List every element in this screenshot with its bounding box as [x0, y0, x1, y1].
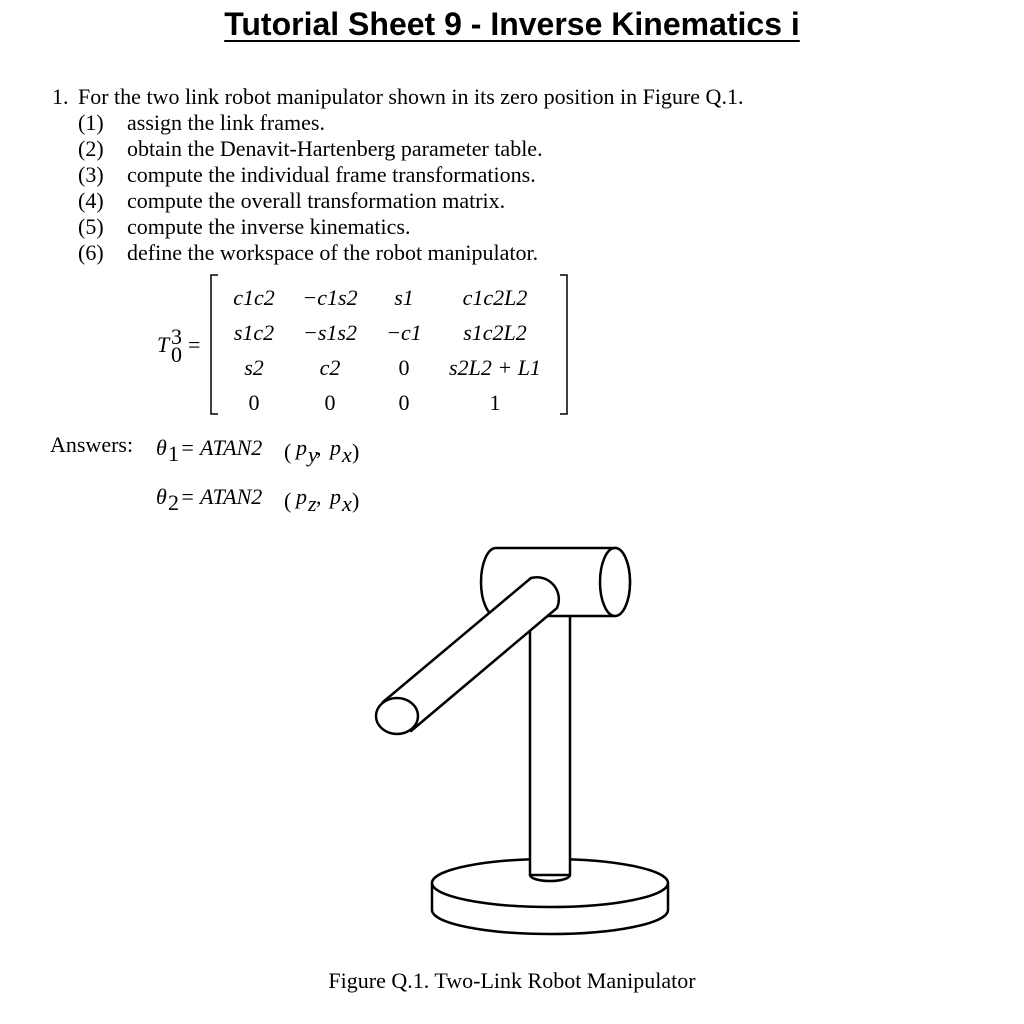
task-mark: (4)	[78, 188, 104, 213]
title-text: Tutorial Sheet 9 - Inverse Kinematics i	[224, 6, 800, 42]
theta1-open-paren: (	[284, 439, 292, 464]
task-mark: (1)	[78, 110, 104, 135]
task-text: define the workspace of the robot manipulator.	[127, 240, 539, 265]
matrix-cell: c2	[319, 355, 341, 380]
matrix-subscript: 0	[171, 342, 182, 367]
task-text: compute the inverse kinematics.	[127, 214, 411, 239]
task-text: compute the overall transformation matrix.	[127, 188, 506, 213]
theta2-close-paren: )	[352, 488, 360, 513]
theta1-sep: ,	[316, 435, 322, 460]
figure-caption: Figure Q.1. Two-Link Robot Manipulator	[328, 968, 696, 993]
matrix-equals: =	[188, 332, 201, 357]
task-text: obtain the Denavit-Hartenberg parameter table.	[127, 136, 543, 161]
matrix-symbol: T	[157, 332, 170, 357]
theta2-subscript: 2	[168, 490, 179, 515]
matrix-cell: 0	[398, 390, 410, 415]
theta2-open-paren: (	[284, 488, 292, 513]
theta1-arg1: p	[296, 435, 307, 460]
task-mark: (5)	[78, 214, 104, 239]
matrix-superscript: 3	[171, 324, 182, 349]
matrix-cell: c1c2L2	[462, 285, 528, 310]
theta2-arg2-sub: x	[342, 491, 352, 516]
matrix-cell: 1	[489, 390, 501, 415]
question-number: 1.	[52, 84, 69, 109]
matrix-cell: s1c2	[233, 320, 275, 345]
theta1-arg2: p	[330, 435, 341, 460]
shoulder-cylinder-end	[600, 548, 630, 616]
task-mark: (6)	[78, 240, 104, 265]
task-mark: (3)	[78, 162, 104, 187]
matrix-cell: 0	[398, 355, 410, 380]
matrix-cell: −c1s2	[302, 285, 358, 310]
matrix-cell: s2L2 + L1	[449, 355, 541, 380]
theta1-subscript: 1	[168, 441, 179, 466]
matrix-cell: s1c2L2	[463, 320, 527, 345]
matrix-cell: −s1s2	[303, 320, 357, 345]
theta2-rhs: = ATAN2	[180, 484, 263, 509]
answers-label: Answers:	[50, 432, 134, 457]
matrix-cell: 0	[248, 390, 260, 415]
theta2-sep: ,	[316, 484, 322, 509]
theta2-arg1-sub: z	[308, 491, 317, 516]
theta1-arg1-sub: y	[308, 442, 318, 467]
theta1-close-paren: )	[352, 439, 360, 464]
task-text: compute the individual frame transformations.	[127, 162, 536, 187]
theta1-symbol: θ	[156, 435, 167, 460]
theta2-arg1: p	[296, 484, 307, 509]
arm-link-end	[376, 698, 418, 734]
matrix-cell: s1	[394, 285, 414, 310]
matrix-cell: −c1	[386, 320, 422, 345]
theta1-arg2-sub: x	[342, 442, 352, 467]
task-mark: (2)	[78, 136, 104, 161]
question-text: For the two link robot manipulator shown in its zero position in Figure Q.1.	[78, 84, 744, 109]
matrix-cell: c1c2	[233, 285, 275, 310]
theta2-arg2: p	[330, 484, 341, 509]
task-text: assign the link frames.	[127, 110, 325, 135]
vertical-column	[530, 600, 570, 875]
theta2-symbol: θ	[156, 484, 167, 509]
matrix-cell: 0	[324, 390, 336, 415]
theta1-rhs: = ATAN2	[180, 435, 263, 460]
matrix-cell: s2	[244, 355, 264, 380]
